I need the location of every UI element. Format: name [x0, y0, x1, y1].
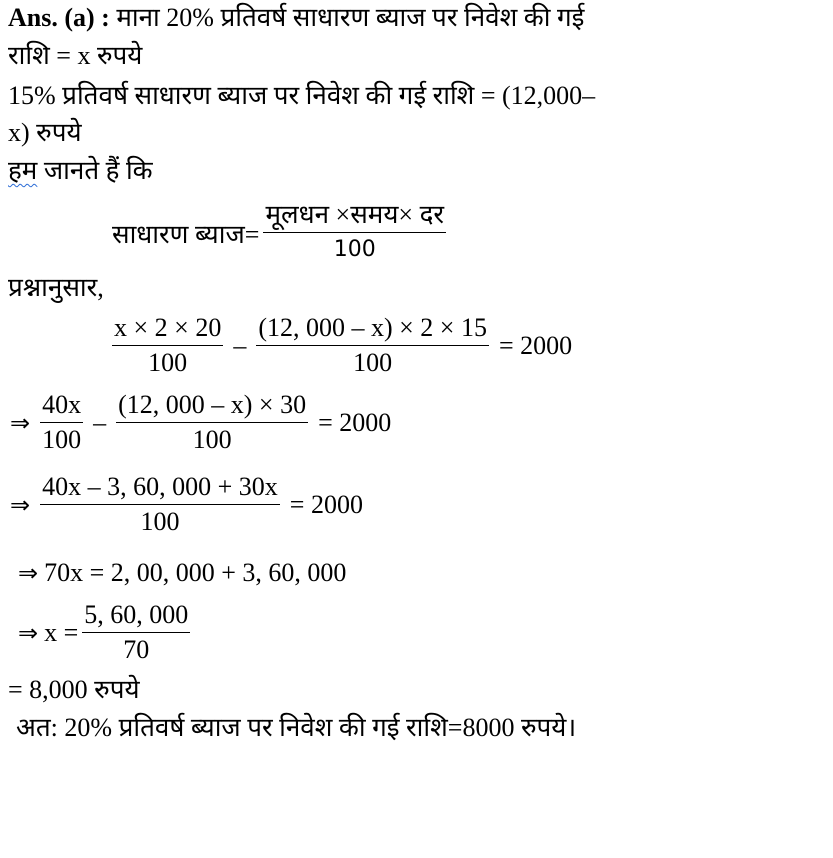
eq1-fraction-2 — [256, 313, 489, 378]
eq2-f1-denominator: 100 — [42, 425, 82, 454]
eq3-rhs: = 2000 — [289, 489, 363, 519]
eq1-f2-numerator: (12, 000 – x) × 2 × 15 — [258, 313, 487, 342]
answer-line-4: x) रुपये — [8, 118, 82, 147]
formula-denominator: 100 — [333, 237, 376, 262]
eq5-denominator: 70 — [123, 635, 150, 664]
eq1-f1-denominator: 100 — [148, 348, 188, 377]
eq2-fraction-1 — [40, 390, 83, 455]
answer-line-5 — [8, 155, 153, 187]
implies-arrow-icon: ⇒ — [10, 408, 31, 437]
formula-lhs: साधारण ब्याज= — [112, 219, 260, 249]
eq2-f2-numerator: (12, 000 – x) × 30 — [118, 390, 307, 419]
eq2-f2-denominator: 100 — [192, 425, 232, 454]
result-line: = 8,000 रुपये — [8, 675, 140, 704]
implies-arrow-icon: ⇒ — [18, 618, 39, 647]
eq3-numerator: 40x – 3, 60, 000 + 30x — [42, 472, 278, 501]
equation-3 — [10, 472, 369, 537]
eq4-text: 70x = 2, 00, 000 + 3, 60, 000 — [44, 558, 347, 587]
answer-line-5-rest: जानते हैं कि — [37, 156, 153, 185]
eq3-fraction — [40, 472, 280, 537]
eq5-fraction — [82, 600, 190, 665]
eq1-f1-numerator: x × 2 × 20 — [114, 313, 222, 342]
eq5-lhs: x = — [44, 617, 79, 647]
eq2-f1-numerator: 40x — [42, 390, 82, 419]
according-to-question: प्रश्नानुसार, — [8, 273, 104, 302]
answer-line-3: 15% प्रतिवर्ष साधारण ब्याज पर निवेश की गई राशि = (12,000– — [8, 81, 596, 110]
equation-4 — [18, 558, 346, 588]
answer-colon: : — [94, 3, 110, 32]
eq1-rhs: = 2000 — [498, 330, 573, 360]
simple-interest-formula — [112, 200, 450, 265]
implies-arrow-icon: ⇒ — [10, 490, 31, 519]
eq3-denominator: 100 — [140, 507, 180, 536]
eq1-fraction-1 — [112, 313, 223, 378]
final-answer-line: अत: 20% प्रतिवर्ष ब्याज पर निवेश की गई राशि=8000 रुपये। — [16, 713, 577, 742]
eq2-minus: – — [93, 407, 107, 437]
eq1-minus: – — [233, 330, 247, 360]
answer-line-2: राशि = x रुपये — [8, 41, 143, 70]
equation-2 — [10, 390, 397, 455]
eq2-fraction-2 — [116, 390, 308, 455]
answer-line-5-we: हम — [8, 156, 38, 185]
answer-line-1 — [8, 2, 584, 34]
eq2-rhs: = 2000 — [318, 407, 392, 437]
eq5-numerator: 5, 60, 000 — [84, 600, 189, 629]
eq1-f2-denominator: 100 — [353, 348, 393, 377]
equation-1 — [108, 313, 578, 378]
answer-line-1-text: माना 20% प्रतिवर्ष साधारण ब्याज पर निवेश की गई — [109, 3, 585, 32]
equation-5 — [18, 600, 194, 665]
formula-fraction — [263, 200, 446, 265]
formula-numerator: मूलधन ×समय× दर — [265, 200, 445, 229]
answer-label: Ans. (a) — [8, 3, 95, 32]
implies-arrow-icon: ⇒ — [18, 559, 39, 587]
